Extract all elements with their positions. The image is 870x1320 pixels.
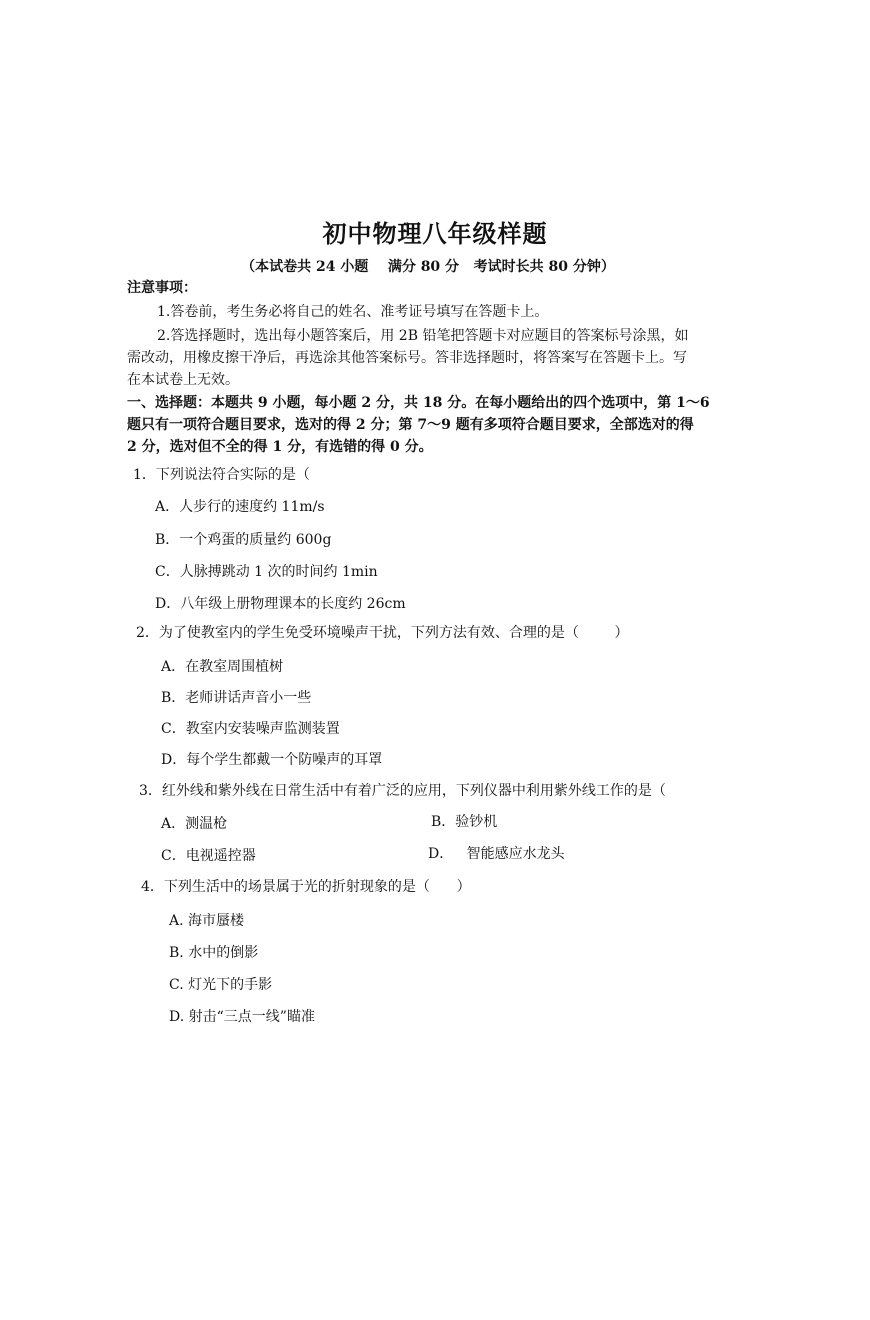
section-1-instructions-line-3: 2 分，选对但不全的得 1 分，有选错的得 0 分。	[127, 439, 433, 455]
question-2-option-c: C．教室内安装噪声监测装置	[161, 721, 340, 737]
question-2-stem: 2．为了使教室内的学生免受环境噪声干扰，下列方法有效、合理的是（ ）	[136, 625, 629, 641]
question-1-option-b: B．一个鸡蛋的质量约 600g	[155, 532, 332, 548]
notice-item-1: 1.答卷前，考生务必将自己的姓名、准考证号填写在答题卡上。	[157, 304, 549, 320]
question-1-option-d: D．八年级上册物理课本的长度约 26cm	[155, 596, 406, 612]
question-4-stem: 4．下列生活中的场景属于光的折射现象的是（ ）	[141, 879, 471, 895]
question-4-option-d: D. 射击“三点一线”瞄准	[169, 1009, 315, 1025]
question-1-stem: 1．下列说法符合实际的是（	[133, 467, 310, 483]
question-4-option-a: A. 海市蜃楼	[169, 913, 245, 929]
section-1-instructions-line-2: 题只有一项符合题目要求，选对的得 2 分；第 7～9 题有多项符合题目要求，全部选对的得	[127, 417, 694, 433]
notice-heading: 注意事项：	[127, 280, 197, 296]
question-4-option-c: C. 灯光下的手影	[169, 977, 273, 993]
question-3-stem: 3．红外线和紫外线在日常生活中有着广泛的应用，下列仪器中利用紫外线工作的是（	[139, 783, 666, 799]
question-2-option-b: B．老师讲话声音小一些	[161, 690, 312, 706]
question-3-option-d: D． 智能感应水龙头	[428, 846, 565, 862]
question-4-option-b: B. 水中的倒影	[169, 945, 259, 961]
notice-item-2-line-2: 需改动，用橡皮擦干净后，再选涂其他答案标号。答非选择题时，将答案写在答题卡上。写	[127, 350, 687, 366]
question-2-option-d: D．每个学生都戴一个防噪声的耳罩	[161, 752, 383, 768]
question-1-option-c: C．人脉搏跳动 1 次的时间约 1min	[155, 564, 378, 580]
question-2-option-a: A．在教室周围植树	[161, 659, 284, 675]
notice-item-2-line-3: 在本试卷上无效。	[127, 372, 239, 388]
exam-info-subtitle: （本试卷共 24 小题 满分 80 分 考试时长共 80 分钟）	[241, 259, 615, 275]
section-1-instructions-line-1: 一、选择题：本题共 9 小题，每小题 2 分，共 18 分。在每小题给出的四个选项中，第 1～6	[127, 395, 710, 411]
notice-item-2-line-1: 2.答选择题时，选出每小题答案后，用 2B 铅笔把答题卡对应题目的答案标号涂黑，如	[157, 328, 689, 344]
question-3-option-a: A．测温枪	[161, 816, 228, 832]
question-3-option-c: C．电视遥控器	[161, 848, 256, 864]
page-title: 初中物理八年级样题	[322, 219, 548, 248]
question-1-option-a: A．人步行的速度约 11m/s	[155, 499, 325, 515]
question-3-option-b: B．验钞机	[431, 814, 498, 830]
